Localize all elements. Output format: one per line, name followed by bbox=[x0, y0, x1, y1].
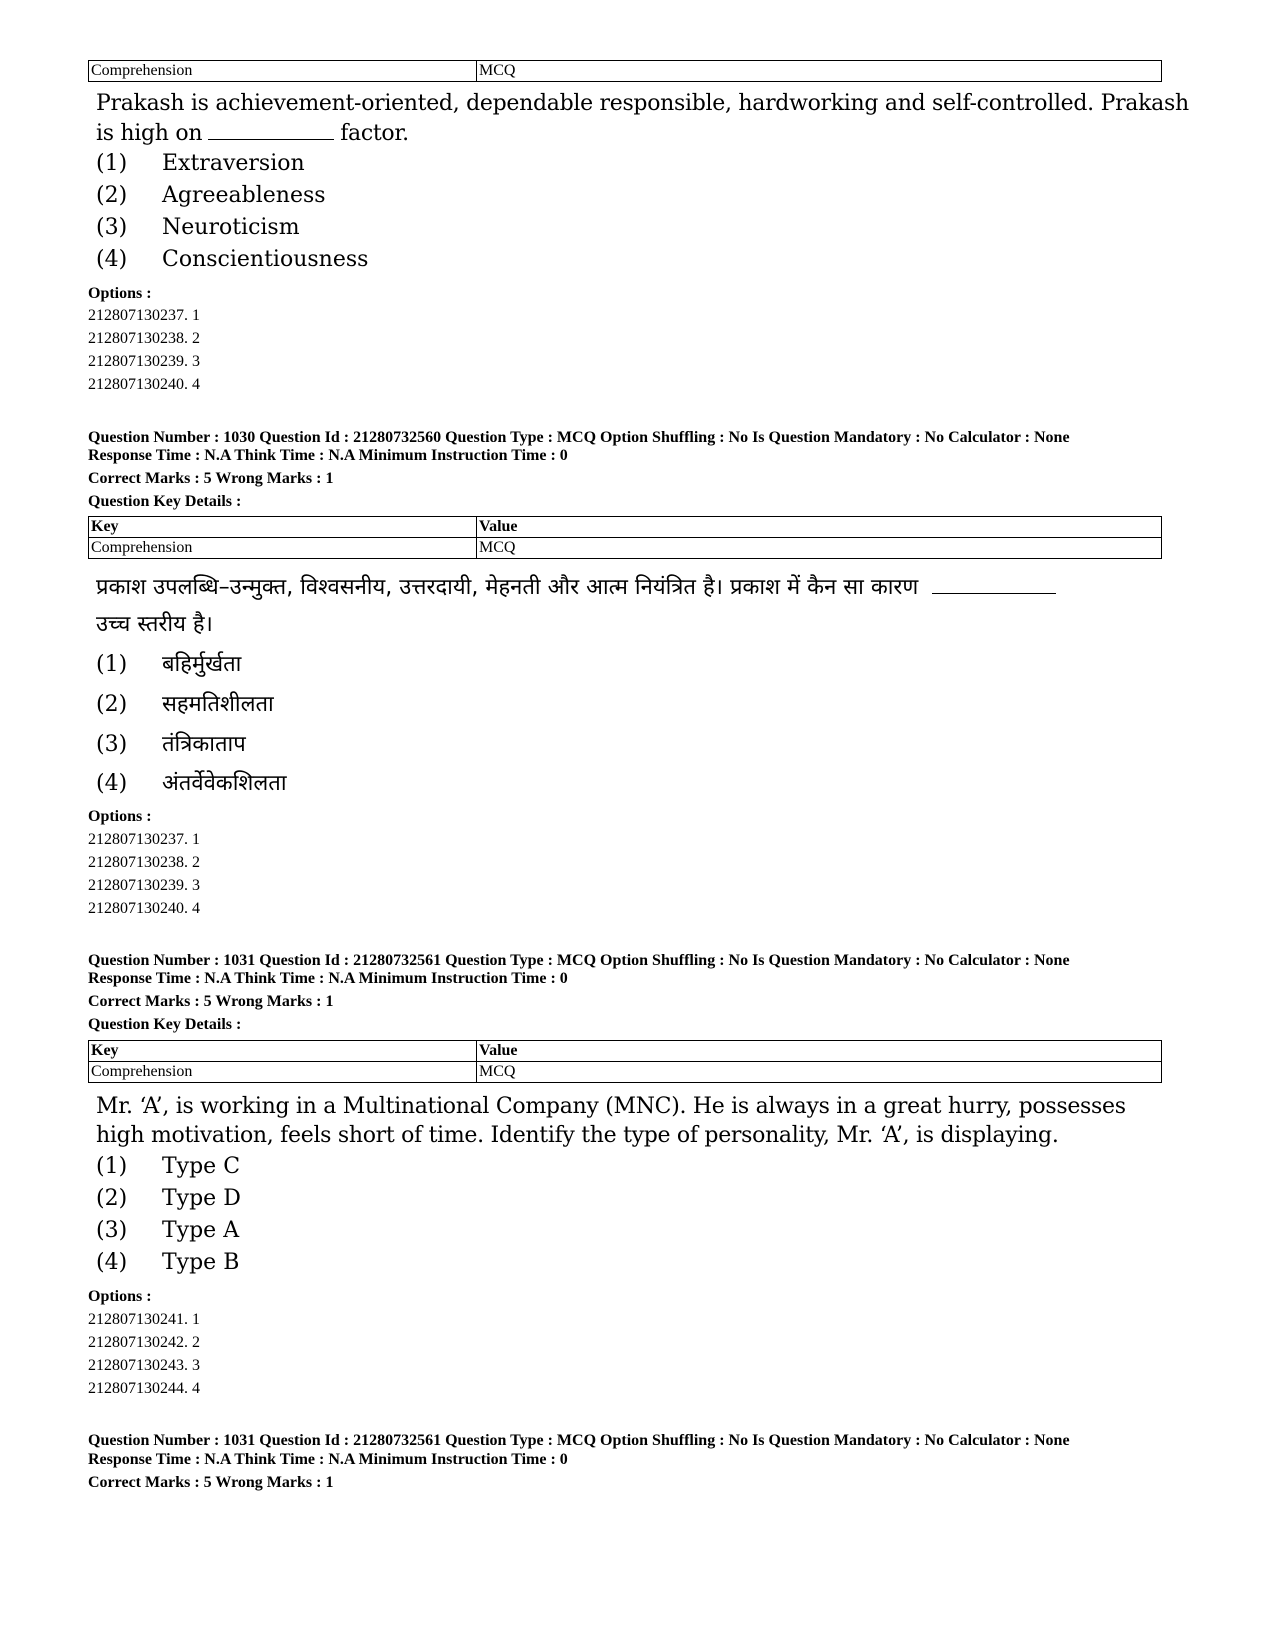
question-text-line: high motivation, feels short of time. Identify the type of personality, Mr. ‘A’, is displaying. bbox=[96, 1123, 1059, 1148]
option-number: (4) bbox=[96, 771, 128, 796]
option-id: 212807130240. 4 bbox=[88, 376, 200, 393]
question-header: Question Number : 1030 Question Id : 21280732560 Question Type : MCQ Option Shuffling : No Is Question Mandatory : No Calculator : None bbox=[88, 429, 1070, 446]
question-marks: Correct Marks : 5 Wrong Marks : 1 bbox=[88, 1474, 334, 1491]
option-id: 212807130238. 2 bbox=[88, 854, 200, 871]
table-row bbox=[89, 1062, 1162, 1083]
answer-option bbox=[96, 180, 326, 212]
option-text: सहमतिशीलता bbox=[162, 692, 274, 717]
option-text: बहिर्मुर्खता bbox=[162, 652, 242, 677]
option-text: Type D bbox=[162, 1186, 241, 1211]
question-text bbox=[96, 89, 1196, 149]
answer-option bbox=[96, 1215, 239, 1247]
key-header: Key bbox=[89, 517, 477, 538]
option-text: Type A bbox=[162, 1218, 240, 1243]
option-id: 212807130238. 2 bbox=[88, 330, 200, 347]
question-text-line: उच्च स्तरीय है। bbox=[96, 612, 213, 637]
option-text: Agreeableness bbox=[162, 183, 326, 208]
answer-option bbox=[96, 686, 274, 722]
value-header: Value bbox=[477, 1041, 1162, 1062]
options-label: Options : bbox=[88, 285, 152, 302]
answer-option bbox=[96, 244, 368, 276]
option-id: 212807130239. 3 bbox=[88, 353, 200, 370]
value-header: Value bbox=[477, 517, 1162, 538]
option-text: Conscientiousness bbox=[162, 247, 369, 272]
option-number: (4) bbox=[96, 1250, 128, 1275]
question-marks: Correct Marks : 5 Wrong Marks : 1 bbox=[88, 470, 334, 487]
option-id: 212807130242. 2 bbox=[88, 1334, 200, 1351]
answer-option bbox=[96, 726, 246, 762]
question-key-table bbox=[88, 60, 1162, 82]
option-id: 212807130239. 3 bbox=[88, 877, 200, 894]
option-text: Type C bbox=[162, 1154, 241, 1179]
answer-option bbox=[96, 646, 241, 682]
option-number: (4) bbox=[96, 247, 128, 272]
option-id: 212807130244. 4 bbox=[88, 1380, 200, 1397]
key-header: Key bbox=[89, 1041, 477, 1062]
option-number: (3) bbox=[96, 732, 128, 757]
question-header: Question Number : 1031 Question Id : 21280732561 Question Type : MCQ Option Shuffling : No Is Question Mandatory : No Calculator : None bbox=[88, 952, 1070, 969]
question-text-line: प्रकाश उपलब्धि–उन्मुक्त, विश्वसनीय, उत्तरदायी, मेहनती और आत्म नियंत्रित है। प्रकाश में कैन सा कारण bbox=[96, 575, 919, 600]
table-row bbox=[89, 61, 1162, 82]
key-cell: Comprehension bbox=[89, 538, 477, 559]
option-text: Neuroticism bbox=[162, 215, 300, 240]
option-number: (1) bbox=[96, 652, 128, 677]
answer-option bbox=[96, 1247, 239, 1279]
option-text: तंत्रिकाताप bbox=[162, 732, 246, 757]
question-timing: Response Time : N.A Think Time : N.A Minimum Instruction Time : 0 bbox=[88, 970, 568, 987]
question-text bbox=[96, 569, 1196, 607]
option-text: अंतर्वेवेकशिलता bbox=[162, 771, 287, 796]
option-text: Type B bbox=[162, 1250, 240, 1275]
table-header-row bbox=[89, 1041, 1162, 1062]
answer-option bbox=[96, 1183, 241, 1215]
option-number: (2) bbox=[96, 692, 128, 717]
value-cell: MCQ bbox=[477, 538, 1162, 559]
option-id: 212807130241. 1 bbox=[88, 1311, 200, 1328]
option-number: (2) bbox=[96, 1186, 128, 1211]
table-row bbox=[89, 538, 1162, 559]
question-text-line: Mr. ‘A’, is working in a Multinational Company (MNC). He is always in a great hurry, possesses bbox=[96, 1094, 1126, 1119]
table-header-row bbox=[89, 517, 1162, 538]
question-header: Question Number : 1031 Question Id : 21280732561 Question Type : MCQ Option Shuffling : No Is Question Mandatory : No Calculator : None bbox=[88, 1432, 1070, 1449]
option-id: 212807130237. 1 bbox=[88, 307, 200, 324]
options-label: Options : bbox=[88, 808, 152, 825]
question-timing: Response Time : N.A Think Time : N.A Minimum Instruction Time : 0 bbox=[88, 447, 568, 464]
options-label: Options : bbox=[88, 1288, 152, 1305]
option-id: 212807130237. 1 bbox=[88, 831, 200, 848]
answer-option bbox=[96, 765, 287, 801]
option-number: (3) bbox=[96, 215, 128, 240]
value-cell: MCQ bbox=[477, 1062, 1162, 1083]
option-id: 212807130243. 3 bbox=[88, 1357, 200, 1374]
option-text: Extraversion bbox=[162, 151, 305, 176]
question-timing: Response Time : N.A Think Time : N.A Minimum Instruction Time : 0 bbox=[88, 1451, 568, 1468]
question-text-part: Prakash is achievement-oriented, dependable responsible, hardworking and self-controlled. Prakash is high on bbox=[96, 91, 1189, 146]
option-id: 212807130240. 4 bbox=[88, 900, 200, 917]
value-cell: MCQ bbox=[477, 61, 1162, 82]
fill-in-blank bbox=[208, 119, 334, 140]
question-key-table bbox=[88, 1040, 1162, 1083]
question-text-part: factor. bbox=[340, 121, 409, 146]
question-key-table bbox=[88, 516, 1162, 559]
option-number: (3) bbox=[96, 1218, 128, 1243]
answer-option bbox=[96, 212, 300, 244]
answer-option bbox=[96, 148, 305, 180]
key-cell: Comprehension bbox=[89, 1062, 477, 1083]
option-number: (2) bbox=[96, 183, 128, 208]
option-number: (1) bbox=[96, 1154, 128, 1179]
fill-in-blank bbox=[932, 573, 1056, 594]
question-marks: Correct Marks : 5 Wrong Marks : 1 bbox=[88, 993, 334, 1010]
key-details-label: Question Key Details : bbox=[88, 493, 242, 510]
answer-option bbox=[96, 1151, 240, 1183]
option-number: (1) bbox=[96, 151, 128, 176]
key-cell: Comprehension bbox=[89, 61, 477, 82]
key-details-label: Question Key Details : bbox=[88, 1016, 242, 1033]
